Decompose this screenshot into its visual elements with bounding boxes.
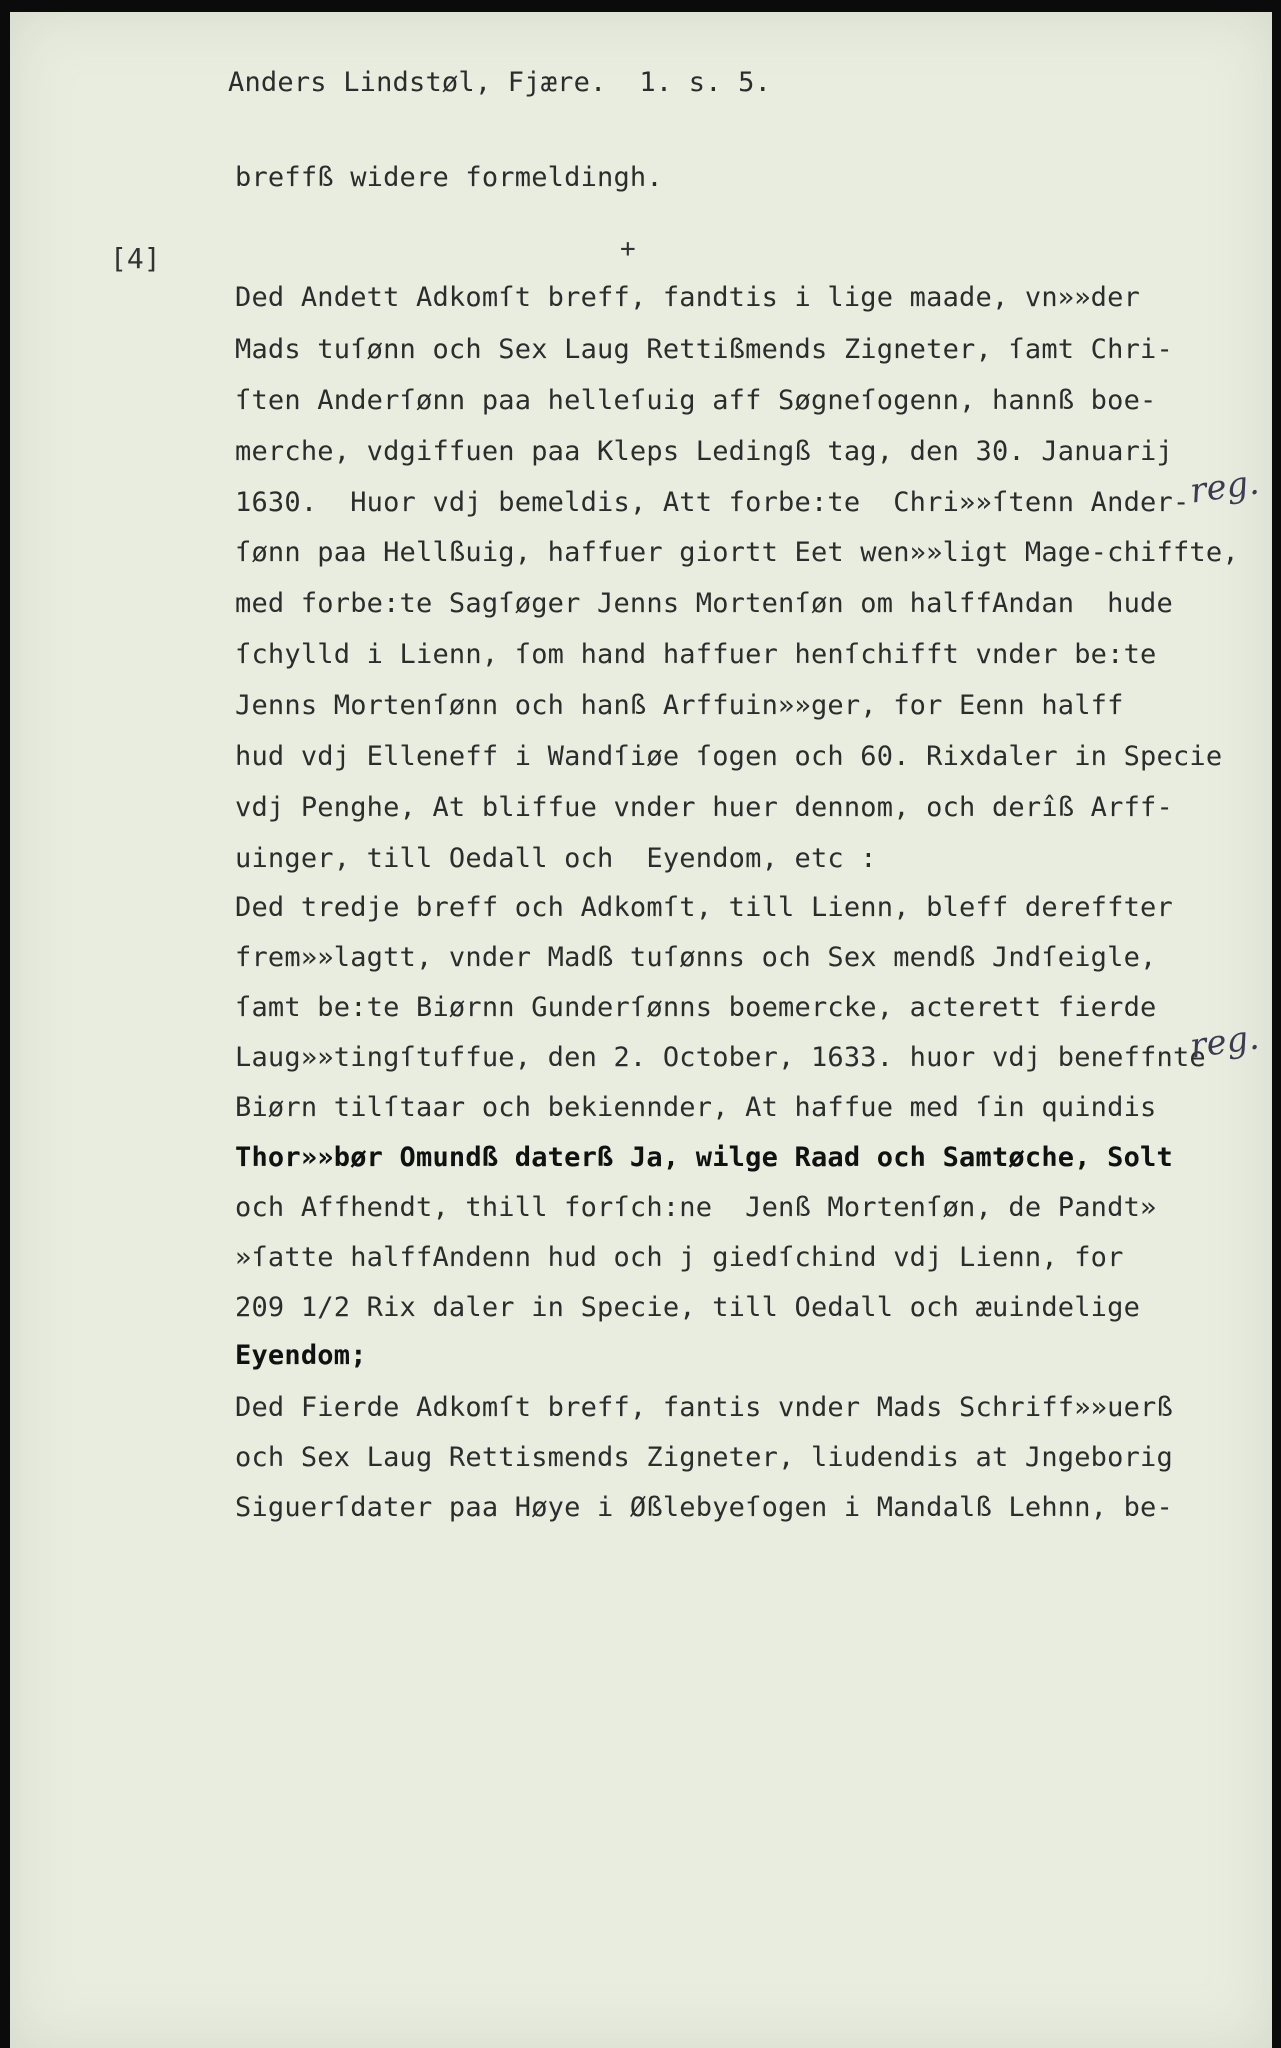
text-line-18: Biørn tilſtaar och bekiennder, At haffue med ſin quindis <box>235 1092 1157 1123</box>
text-line-3: Mads tuſønn och Sex Laug Rettißmends Zigneter, ſamt Chri- <box>235 334 1173 365</box>
text-line-14: Ded tredje breff och Adkomſt, till Lienn, bleff dereffter <box>235 892 1173 923</box>
text-line-23: Eyendom; <box>235 1340 367 1371</box>
text-line-4: ſten Anderſønn paa helleſuig aff Søgneſogenn, hannß boe- <box>235 385 1157 416</box>
text-line-12: vdj Penghe, At bliffue vnder huer dennom, och derîß Arff- <box>235 792 1173 823</box>
text-line-25: och Sex Laug Rettismends Zigneter, liudendis at Jngeborig <box>235 1442 1173 1473</box>
margin-note-reg-2: reg. <box>1187 1017 1262 1067</box>
page-header: Anders Lindstøl, Fjære. 1. s. 5. <box>228 67 772 98</box>
text-line-11: hud vdj Elleneff i Wandſiøe ſogen och 60. Rixdaler in Specie <box>235 741 1223 772</box>
text-line-17: Laug»»tingſtuffue, den 2. October, 1633. huor vdj beneffnte <box>235 1042 1206 1073</box>
text-line-19: Thor»»bør Omundß daterß Ja, wilge Raad och Samtøche, Solt <box>235 1142 1173 1173</box>
cross-mark: + <box>620 234 636 264</box>
text-line-8: med forbe:te Sagſøger Jenns Mortenſøn om halffAndan hude <box>235 588 1173 619</box>
text-line-22: 209 1/2 Rix daler in Specie, till Oedall och æuindelige <box>235 1292 1141 1323</box>
text-line-26: Siguerſdater paa Høye i Øßlebyeſogen i Mandalß Lehnn, be- <box>235 1492 1173 1523</box>
margin-note-reg-1: reg. <box>1187 462 1262 512</box>
text-line-13: uinger, till Oedall och Eyendom, etc : <box>235 843 877 874</box>
text-line-9: ſchylld i Lienn, ſom hand haffuer henſchifft vnder be:te <box>235 639 1157 670</box>
text-line-7: ſønn paa Hellßuig, haffuer giortt Eet wen»»ligt Mage-chiffte, <box>235 537 1239 568</box>
text-line-15: frem»»lagtt, vnder Madß tuſønns och Sex mendß Jndſeigle, <box>235 942 1157 973</box>
document-page <box>10 12 1272 2048</box>
text-line-5: merche, vdgiffuen paa Kleps Ledingß tag, den 30. Januarij <box>235 436 1173 467</box>
margin-number: [4] <box>110 242 161 275</box>
text-line-24: Ded Fierde Adkomſt breff, fantis vnder Mads Schriff»»uerß <box>235 1392 1173 1423</box>
text-line-6: 1630. Huor vdj bemeldis, Att forbe:te Chri»»ſtenn Ander- <box>235 487 1190 518</box>
text-line-10: Jenns Mortenſønn och hanß Arffuin»»ger, for Eenn halff <box>235 690 1124 721</box>
text-line-2: Ded Andett Adkomſt breff, fandtis i lige maade, vn»»der <box>235 282 1141 313</box>
text-line-21: »ſatte halffAndenn hud och j giedſchind vdj Lienn, for <box>235 1242 1124 1273</box>
text-line-16: ſamt be:te Biørnn Gunderſønns boemercke, acterett fierde <box>235 992 1157 1023</box>
text-line-1: breffß widere formeldingh. <box>235 162 663 193</box>
text-line-20: och Affhendt, thill forſch:ne Jenß Mortenſøn, de Pandt» <box>235 1192 1157 1223</box>
